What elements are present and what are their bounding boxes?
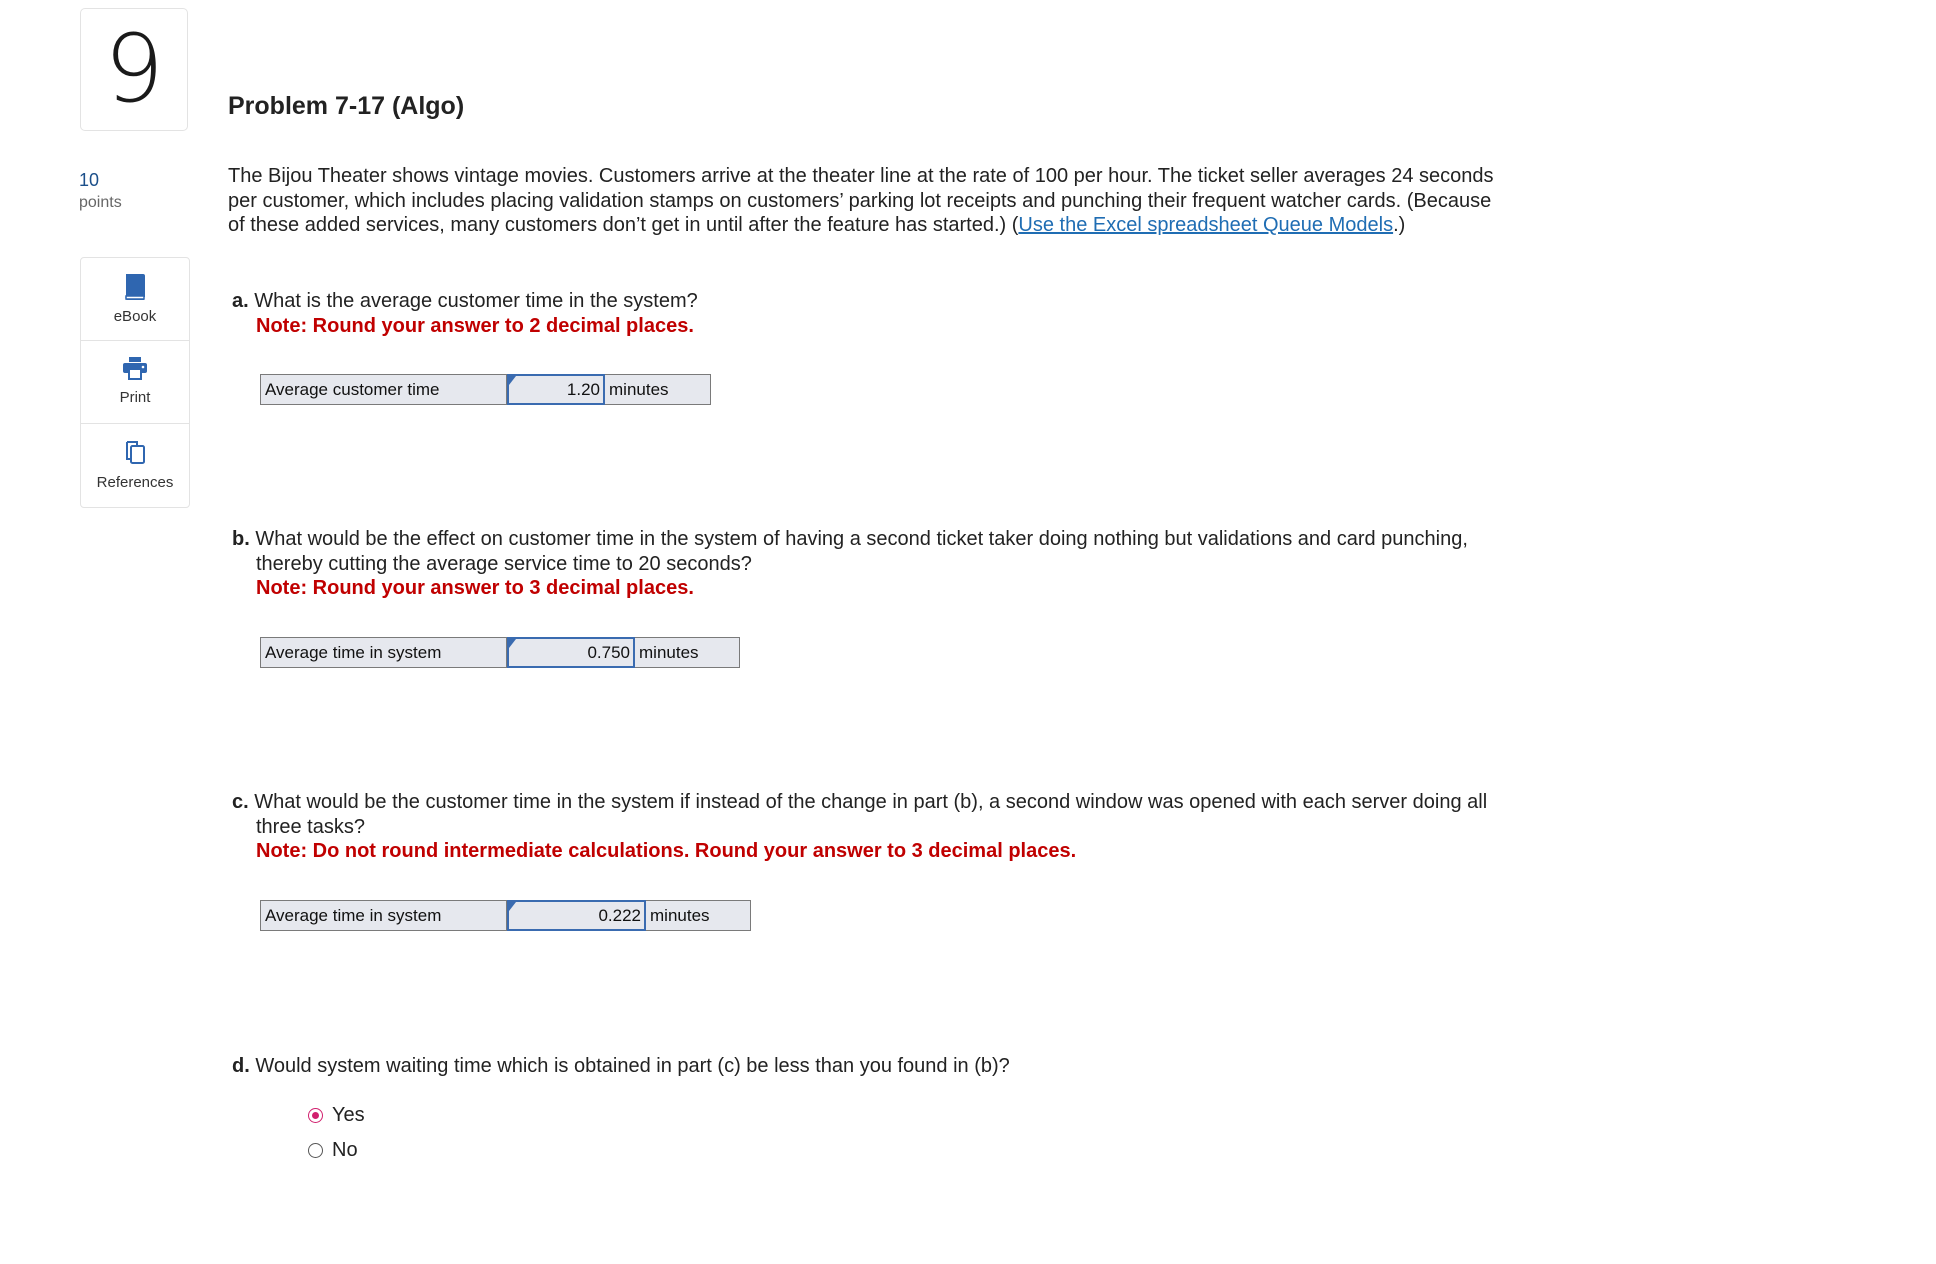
part-a-unit: minutes bbox=[609, 379, 669, 399]
part-a bbox=[232, 289, 1502, 338]
flag-icon bbox=[509, 902, 516, 911]
part-d-letter: d. bbox=[232, 1055, 250, 1077]
part-b-note: Note: Round your answer to 3 decimal places. bbox=[256, 577, 694, 599]
print-button[interactable] bbox=[81, 341, 189, 424]
part-b-row-label: Average time in system bbox=[261, 638, 507, 667]
part-c-letter: c. bbox=[232, 791, 249, 813]
excel-spreadsheet-link[interactable]: Use the Excel spreadsheet Queue Models bbox=[1018, 214, 1394, 236]
part-a-row-label: Average customer time bbox=[261, 375, 507, 404]
part-c-answer-table bbox=[260, 900, 751, 931]
part-c-answer-value: 0.222 bbox=[598, 905, 641, 925]
problem-title: Problem 7-17 (Algo) bbox=[228, 92, 465, 120]
part-a-question: a. What is the average customer time in the system? bbox=[232, 290, 698, 312]
references-label: References bbox=[96, 474, 174, 491]
question-number: 9 bbox=[80, 8, 188, 131]
flag-icon bbox=[509, 639, 516, 648]
points-value: 10 bbox=[79, 170, 100, 190]
problem-text-end: .) bbox=[1393, 214, 1406, 236]
part-c-answer-input[interactable] bbox=[507, 900, 646, 931]
radio-button-selected[interactable] bbox=[308, 1108, 323, 1123]
part-c-unit: minutes bbox=[650, 905, 710, 925]
radio-option-yes[interactable] bbox=[308, 1104, 365, 1127]
part-b bbox=[232, 527, 1502, 601]
print-label: Print bbox=[119, 389, 151, 406]
points-label: points bbox=[79, 194, 122, 211]
part-b-question: b. What would be the effect on customer time in the system of having a second ticket taker doing nothing but validations and card punching, thereby cutting the average service time to 20 seconds? bbox=[232, 528, 1468, 575]
copy-pages-icon bbox=[122, 438, 148, 466]
part-a-note: Note: Round your answer to 2 decimal places. bbox=[256, 314, 694, 337]
tools-panel bbox=[80, 257, 190, 508]
part-a-answer-table bbox=[260, 374, 711, 405]
ebook-button[interactable] bbox=[81, 258, 189, 341]
part-c-question: c. What would be the customer time in the system if instead of the change in part (b), a second window was opened with each server doing all three tasks? bbox=[232, 791, 1488, 838]
references-button[interactable] bbox=[81, 424, 189, 507]
problem-statement bbox=[228, 164, 1498, 238]
part-b-answer-input[interactable] bbox=[507, 637, 635, 668]
radio-button[interactable] bbox=[308, 1143, 323, 1158]
printer-icon bbox=[121, 355, 149, 381]
part-a-letter: a. bbox=[232, 290, 249, 312]
part-a-answer-value: 1.20 bbox=[566, 379, 600, 399]
part-a-answer-input[interactable] bbox=[507, 374, 605, 405]
part-b-letter: b. bbox=[232, 528, 250, 550]
ebook-label: eBook bbox=[113, 308, 157, 325]
part-c-row-label: Average time in system bbox=[261, 901, 507, 930]
book-icon bbox=[122, 272, 148, 300]
radio-label-no: No bbox=[332, 1139, 358, 1161]
part-c bbox=[232, 790, 1502, 864]
radio-label-yes: Yes bbox=[332, 1104, 365, 1126]
flag-icon bbox=[509, 376, 516, 385]
part-c-note: Note: Do not round intermediate calculations. Round your answer to 3 decimal places. bbox=[256, 840, 1077, 862]
part-b-answer-table bbox=[260, 637, 740, 668]
part-d bbox=[232, 1054, 1502, 1079]
part-b-answer-value: 0.750 bbox=[587, 642, 630, 662]
part-b-unit: minutes bbox=[639, 642, 699, 662]
radio-option-no[interactable] bbox=[308, 1139, 358, 1162]
problem-text: The Bijou Theater shows vintage movies. Customers arrive at the theater line at the rate of 100 per hour. The ticket seller averages 24 seconds per customer, which includes placing validation stamps on customers’ parking lot receipts and punching their frequent watcher cards. (Because of these added services, many customers don’t get in until after the feature has started.) ( bbox=[228, 165, 1494, 236]
part-d-question: d. Would system waiting time which is obtained in part (c) be less than you found in (b)? bbox=[232, 1055, 1010, 1077]
